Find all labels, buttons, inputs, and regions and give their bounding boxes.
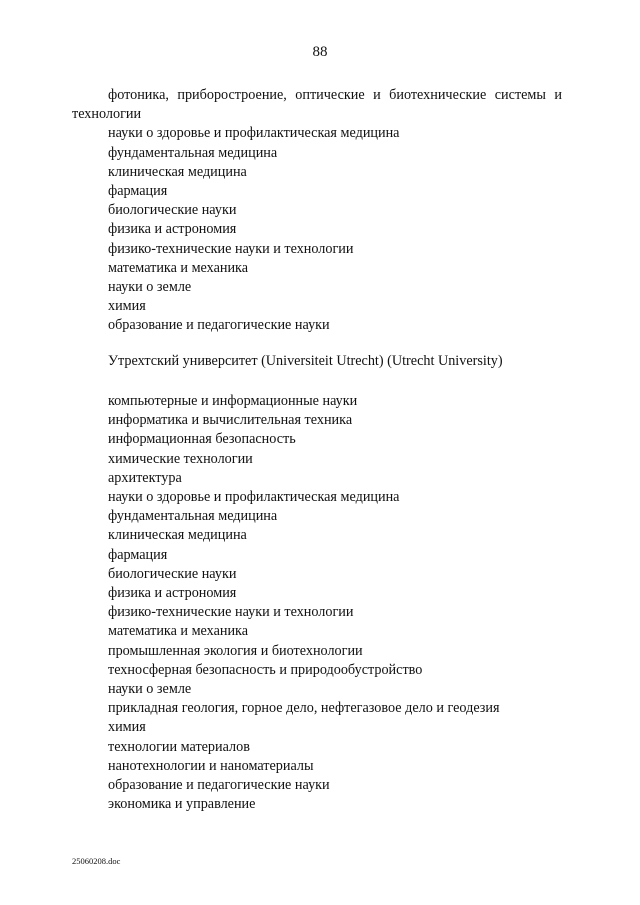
list-item: науки о здоровье и профилактическая медицина [108, 125, 400, 142]
page-number: 88 [312, 44, 328, 60]
footer-doc-code: 25060208.doc [72, 856, 121, 866]
top-section-list [72, 124, 562, 335]
university-section [72, 392, 562, 814]
list-item: математика и механика [108, 259, 249, 276]
list-item: нанотехнологии и наноматериалы [108, 757, 314, 774]
list-item: биологические науки [108, 565, 237, 582]
list-item: прикладная геология, горное дело, нефтегазовое дело и геодезия [108, 700, 500, 717]
list-item: клиническая медицина [108, 163, 247, 180]
list-item: компьютерные и информационные науки [108, 393, 358, 409]
list-item: науки о земле [108, 279, 192, 296]
list-item: физика и астрономия [108, 585, 237, 602]
list-item: математика и механика [108, 623, 249, 640]
list-item: химия [108, 719, 146, 736]
list-item: техносферная безопасность и природообустройство [108, 661, 423, 678]
list-item: физико-технические науки и технологии [108, 240, 354, 257]
list-item: фармация [108, 546, 168, 563]
list-item: образование и педагогические науки [108, 317, 330, 334]
list-item: науки о здоровье и профилактическая медицина [108, 489, 400, 506]
list-item: промышленная экология и биотехнологии [108, 642, 363, 659]
list-item: архитектура [108, 469, 182, 486]
list-item: фундаментальная медицина [108, 508, 278, 525]
list-item: фундаментальная медицина [108, 144, 278, 161]
list-item: физика и астрономия [108, 221, 237, 238]
list-item: экономика и управление [108, 796, 256, 813]
list-item: химия [108, 298, 146, 315]
list-item: информационная безопасность [108, 431, 296, 448]
university-heading: Утрехтский университет (Universiteit Utrecht) (Utrecht University) [108, 353, 503, 369]
list-item: науки о земле [108, 681, 192, 698]
top-section-lead: фотоника, приборостроение, оптические и биотехнические системы и технологии [72, 87, 562, 123]
list-item: биологические науки [108, 202, 237, 219]
list-item: клиническая медицина [108, 527, 247, 544]
top-section [72, 86, 562, 336]
list-item: химические технологии [108, 450, 253, 467]
list-item: физико-технические науки и технологии [108, 604, 354, 621]
list-item: информатика и вычислительная техника [108, 412, 353, 429]
list-item: фармация [108, 183, 168, 200]
list-item: образование и педагогические науки [108, 777, 330, 794]
list-item: технологии материалов [108, 738, 250, 755]
